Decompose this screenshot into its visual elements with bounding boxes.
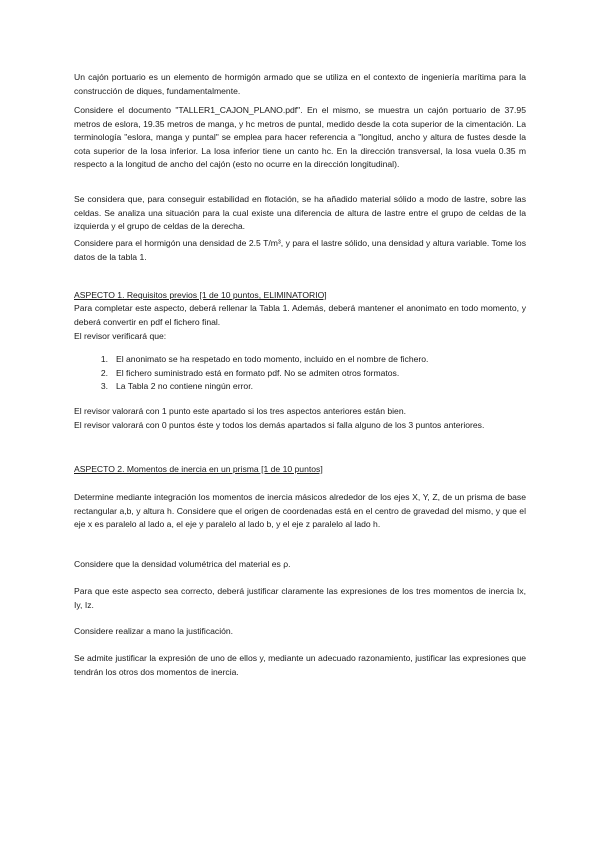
intro-paragraph-1: Un cajón portuario es un elemento de hormigón armado que se utiliza en el contexto de ingeniería marítima para la construcción de diques, fundamentalmente. [74,72,526,96]
aspecto-2-paragraph-2: Considere que la densidad volumétrica del material es ρ. [74,559,291,569]
aspecto-2-paragraph-5: Se admite justificar la expresión de uno de ellos y, mediante un adecuado razonamiento, justificar las expresiones que tendrán los otros dos momentos de inercia. [74,653,526,677]
list-item-number: 1. [100,354,108,364]
aspecto-1-heading: ASPECTO 1. Requisitos previos [1 de 10 puntos, ELIMINATORIO] [74,290,327,300]
list-item-text: El anonimato se ha respetado en todo momento, incluido en el nombre de fichero. [116,354,429,364]
aspecto-1-paragraph-1: Para completar este aspecto, deberá rellenar la Tabla 1. Además, deberá mantener el anonimato en todo momento, y deberá convertir en pdf el fichero final. [74,303,526,327]
list-item-text: La Tabla 2 no contiene ningún error. [116,381,253,392]
list-item [74,353,526,367]
aspecto-1-paragraph-2: El revisor verificará que: [74,331,167,341]
aspecto-2-paragraph-1: Determine mediante integración los momentos de inercia másicos alrededor de los ejes X, Y, Z, de un prisma de base rectangular a,b, y altura h. Considere que el origen de coordenadas está en el centro de gravedad del mismo, y que el eje x es paralelo al lado a, el eje y paralelo al lado b, y el eje z paralelo al lado h. [74,492,526,530]
intro-paragraph-2: Considere el documento "TALLER1_CAJON_PLANO.pdf". En el mismo, se muestra un cajón portuario de 37.95 metros de eslora, 19.35 metros de manga, y hc metros de puntal, medido desde la cota superior de la cimentación. La terminología "eslora, manga y puntal" se emplea para hacer referencia a "longitud, ancho y altura de fustes desde la cota superior de la losa inferior. La losa inferior tiene un canto hc. En la dirección transversal, la losa vuela 0.35 m respecto a la longitud de ancho del cajón (esto no ocurre en la dirección longitudinal). [74,105,526,170]
aspecto-1-paragraph-3: El revisor valorará con 1 punto este apartado si los tres aspectos anteriores están bien. [74,406,406,416]
aspecto-2-heading: ASPECTO 2. Momentos de inercia en un prisma [1 de 10 puntos] [74,464,323,474]
aspecto-1-paragraph-4: El revisor valorará con 0 puntos éste y todos los demás apartados si falla alguno de los 3 puntos anteriores. [74,420,485,430]
list-item [74,367,526,381]
aspecto-2-paragraph-3: Para que este aspecto sea correcto, deberá justificar claramente las expresiones de los tres momentos de inercia Ix, Iy, Iz. [74,586,526,610]
list-item-number: 3. [100,381,108,392]
aspecto-2-paragraph-4: Considere realizar a mano la justificación. [74,626,234,636]
aspecto-1-checklist [74,353,526,394]
intro-paragraph-4: Considere para el hormigón una densidad de 2.5 T/m³, y para el lastre sólido, una densidad y altura variable. Tome los datos de la tabla 1. [74,238,526,262]
list-item-text: El fichero suministrado está en formato pdf. No se admiten otros formatos. [116,367,400,378]
intro-paragraph-3: Se considera que, para conseguir estabilidad en flotación, se ha añadido material sólido a modo de lastre, sobre las celdas. Se analiza una situación para la cual existe una diferencia de altura de lastre entre el grupo de celdas de la izquierda y el grupo de celdas de la derecha. [74,194,526,232]
list-item-number: 2. [100,367,108,378]
list-item [74,380,526,394]
